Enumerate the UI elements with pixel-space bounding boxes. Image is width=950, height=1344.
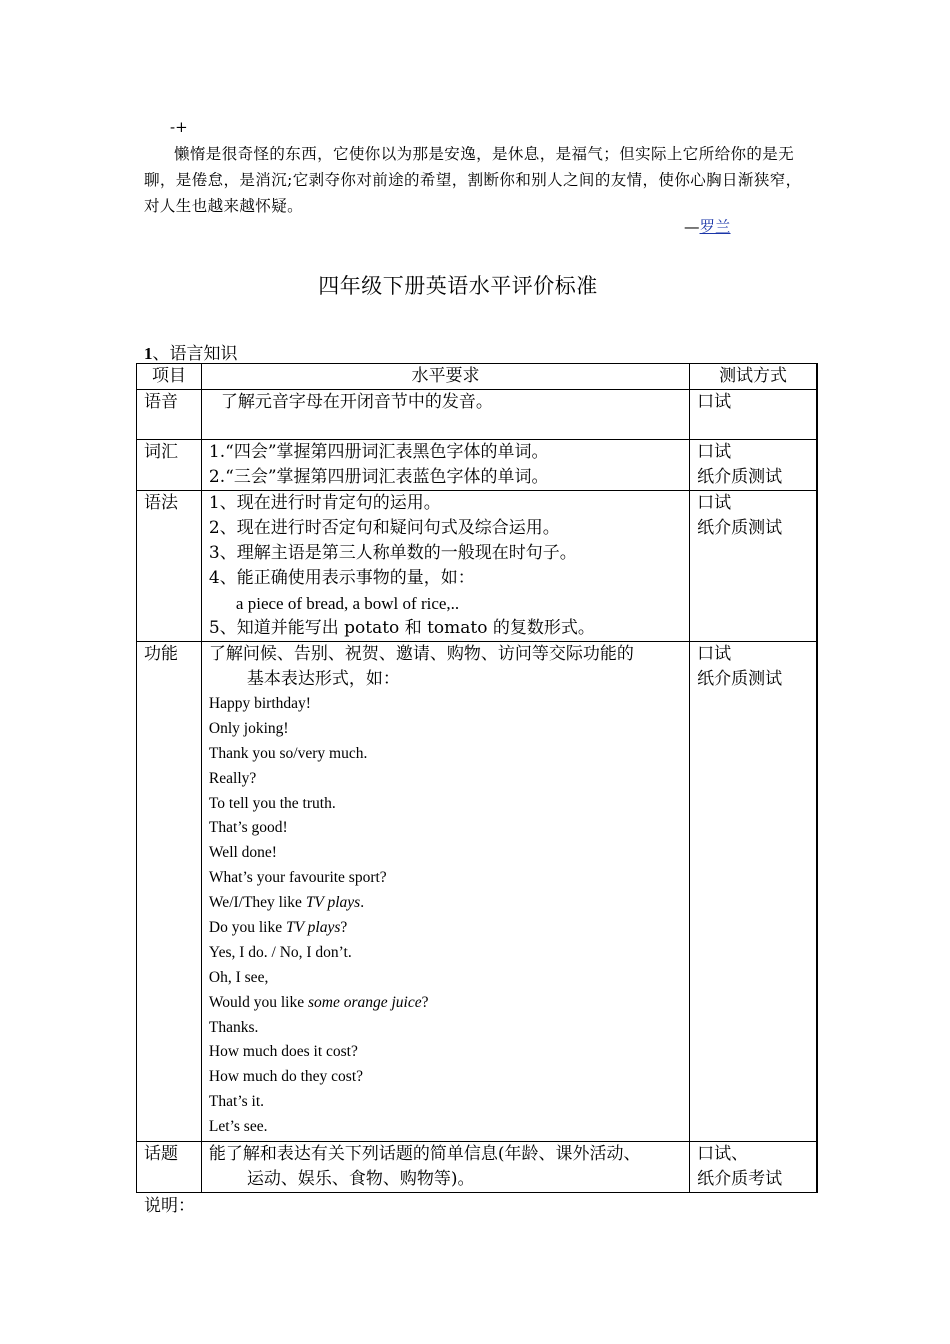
quote-attribution [684, 215, 731, 237]
row-requirements [201, 440, 689, 491]
requirement-line: 了解元音字母在开闭音节中的发音。 [220, 392, 493, 412]
function-phrase: That’s good! [208, 819, 288, 837]
row-requirements [201, 1142, 689, 1193]
function-phrase: Only joking! [208, 719, 289, 737]
function-phrase: How much do they cost? [208, 1068, 364, 1086]
row-requirements [201, 390, 689, 440]
requirement-line: 能了解和表达有关下列话题的简单信息(年龄、课外活动、 [208, 1144, 641, 1165]
function-phrase: Really? [208, 769, 257, 787]
row-test-methods [690, 440, 817, 491]
author-link[interactable]: 罗兰 [699, 218, 731, 236]
requirement-line: 运动、娱乐、食物、购物等)。 [246, 1169, 475, 1190]
header-test-method: 测试方式 [690, 364, 817, 390]
table-header-row [137, 364, 818, 390]
requirement-line: 基本表达形式，如： [246, 669, 400, 689]
function-phrase: What’s your favourite sport? [208, 869, 387, 887]
document-title: 四年级下册英语水平评价标准 [318, 274, 598, 298]
requirement-example: a piece of bread, a bowl of rice,.. [235, 594, 460, 613]
section-heading [144, 339, 238, 364]
requirement-line: 2.“三会”掌握第四册词汇表蓝色字体的单词。 [208, 467, 549, 487]
quote-paragraph: 懒惰是很奇怪的东西，它使你以为那是安逸，是休息，是福气；但实际上它所给你的是无聊，是倦怠，是消沉;它剥夺你对前途的希望，割断你和别人之间的友情，使你心胸日渐狭窄，对人生也越来越怀疑。 [144, 145, 802, 215]
standards-table [136, 363, 818, 1193]
row-test-methods [690, 1142, 817, 1193]
test-method: 口试 [697, 392, 732, 412]
row-item: 话题 [137, 1142, 202, 1193]
test-method: 纸介质测试 [697, 467, 783, 487]
header-requirement: 水平要求 [201, 364, 689, 390]
table-row-grammar [137, 491, 818, 642]
table-row-vocabulary [137, 440, 818, 491]
row-item: 语音 [137, 390, 202, 440]
function-phrase: How much does it cost? [208, 1043, 358, 1061]
function-phrase: To tell you the truth. [208, 794, 336, 812]
test-method: 纸介质考试 [697, 1169, 783, 1190]
row-test-methods [690, 491, 817, 642]
function-phrase: Thank you so/very much. [208, 744, 368, 762]
section-number: 1 [144, 344, 153, 363]
requirement-line: 3、理解主语是第三人称单数的一般现在时句子。 [208, 543, 577, 563]
requirement-line: 4、能正确使用表示事物的量，如： [208, 568, 475, 588]
function-phrase: Let’s see. [208, 1118, 268, 1136]
table-row-phonetics [137, 390, 818, 440]
function-phrase: That’s it. [208, 1093, 265, 1111]
requirement-line: 1.“四会”掌握第四册词汇表黑色字体的单词。 [208, 442, 549, 462]
test-method: 纸介质测试 [697, 518, 783, 538]
function-phrase: Happy birthday! [208, 695, 311, 712]
test-method: 口试 [697, 493, 732, 513]
row-item: 词汇 [137, 440, 202, 491]
requirement-line: 1、现在进行时肯定句的运用。 [208, 493, 441, 513]
section-label: 、语言知识 [152, 344, 238, 364]
function-phrase: We/I/They like TV plays. [208, 894, 365, 912]
row-requirements [201, 491, 689, 642]
function-phrase: Yes, I do. / No, I don’t. [208, 943, 352, 961]
function-phrase: Thanks. [208, 1018, 259, 1036]
function-phrase-list [209, 692, 682, 1140]
test-method: 口试 [697, 442, 732, 462]
table-row-topics [137, 1142, 818, 1193]
requirement-line: 了解问候、告别、祝贺、邀请、购物、访问等交际功能的 [208, 644, 634, 664]
function-phrase: Would you like some orange juice? [208, 993, 429, 1011]
attribution-dash: — [684, 218, 700, 236]
header-mark: -+ [170, 118, 188, 136]
test-method: 口试 [697, 644, 732, 664]
row-item: 语法 [137, 491, 202, 642]
requirement-line: 2、现在进行时否定句和疑问句式及综合运用。 [208, 518, 560, 538]
function-phrase: Well done! [208, 844, 277, 862]
function-phrase: Do you like TV plays? [208, 919, 348, 937]
row-item: 功能 [137, 642, 202, 1142]
note-label: 说明： [144, 1196, 195, 1216]
header-item: 项目 [137, 364, 202, 390]
requirement-line: 5、知道并能写出 potato 和 tomato 的复数形式。 [208, 618, 595, 638]
row-test-methods [690, 390, 817, 440]
function-phrase: Oh, I see, [208, 968, 269, 986]
test-method: 口试、 [697, 1144, 749, 1165]
test-method: 纸介质测试 [697, 669, 783, 689]
table-row-functions [137, 642, 818, 1142]
row-test-methods [690, 642, 817, 1142]
row-requirements [201, 642, 689, 1142]
